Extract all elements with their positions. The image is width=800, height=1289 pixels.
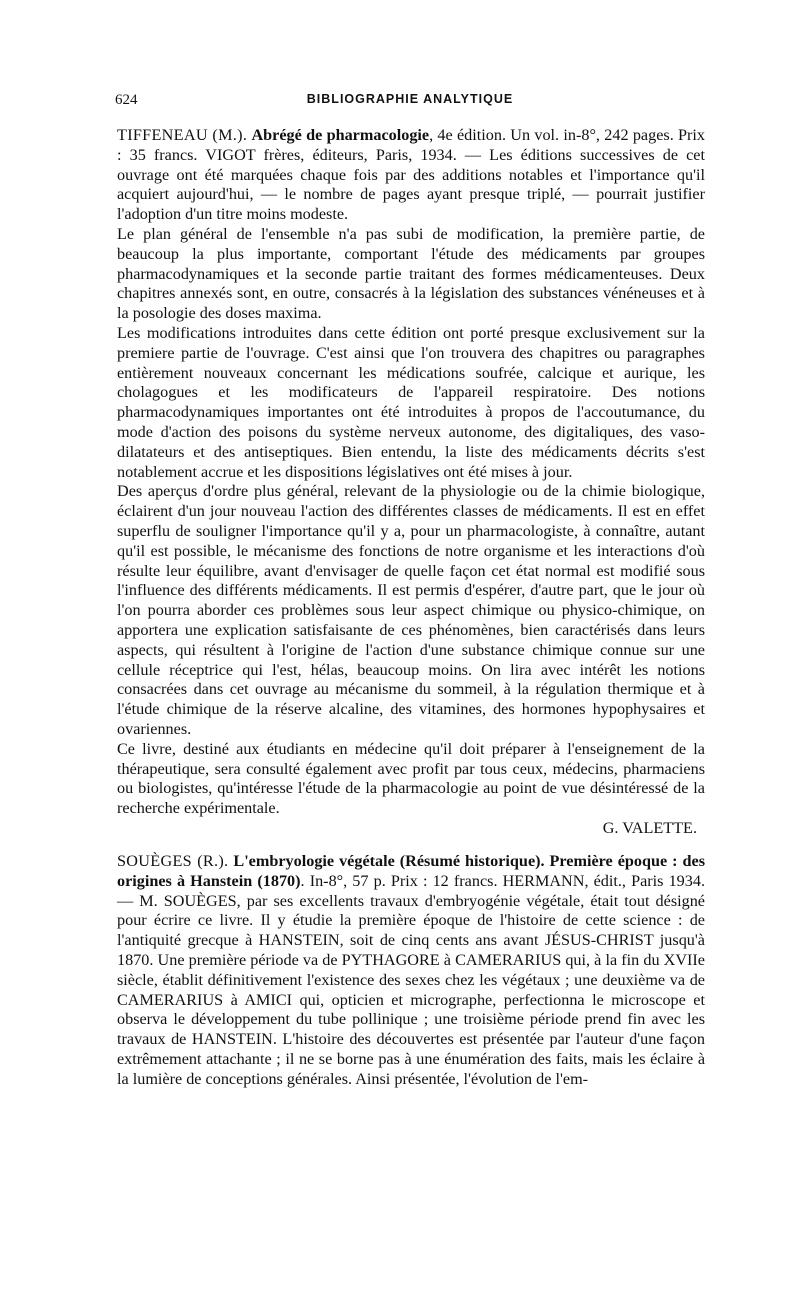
review-paragraph: Des aperçus d'ordre plus général, relevant de la physiologie ou de la chimie biologique, éclairent d'un jour nouveau l'action des différentes classes de médicaments. Il est en effet superflu de souligner l'importance qu'il y a, pour un pharmacologiste, à connaître, autant qu'il est possible, le mécanisme des fonctions de notre organisme et les interactions d'où résulte leur équilibre, avant d'envisager de quelle façon cet état normal est modifié sous l'influence des différents médicaments. Il est permis d'espérer, d'autre part, que le jour où l'on pourra aborder ces problèmes sous leur aspect chimique ou physico-chimique, on apportera une explication satisfaisante de ces phénomènes, bien caractérisés dans leurs aspects, qui résultent à l'origine de l'action d'une substance chimique connue sur une cellule réceptrice qui l'est, hélas, beaucoup moins. On lira avec intérêt les notions consacrées dans cet ouvrage au mécanisme du sommeil, à la régulation thermique et à l'étude chimique de la réserve alcaline, des vitamines, des hormones hypophysaires et ovariennes. bbox=[117, 482, 705, 738]
review-paragraph: Le plan général de l'ensemble n'a pas subi de modification, la première partie, de beaucoup la plus importante, comportant l'étude des médicaments par groupes pharmacodynamiques et la seconde partie traitant des formes médicamenteuses. Deux chapitres annexés sont, en outre, consacrés à la législation des substances vénéneuses et à la posologie des doses maxima. bbox=[117, 224, 705, 323]
review-book-title: Abrégé de pharmacologie bbox=[251, 126, 430, 144]
review-author: SOUÈGES (R.). bbox=[117, 852, 229, 870]
review-paragraph: 242 pages. Prix : 35 francs. VIGOT frères, éditeurs, Paris, 1934. — Les éditions successives de cet ouvrage ont été marquées chaque fois par des additions notables et l'importance qu'il acquiert aujourd'hui, — le nombre de pages ayant presque triplé, — pourrait justifier l'adoption d'un titre moins modeste. bbox=[117, 126, 706, 224]
review-tiffeneau bbox=[117, 126, 705, 839]
review-title-suffix: . In-8°, 57 p. bbox=[300, 871, 386, 890]
review-heading bbox=[117, 126, 705, 225]
review-paragraph: Ce livre, destiné aux étudiants en médecine qu'il doit préparer à l'enseignement de la thérapeutique, sera consulté également avec profit par tous ceux, médecins, pharmaciens ou biologistes, qu'intéresse l'étude de la pharmacologie au point de vue désintéressé de la recherche expérimentale. bbox=[117, 739, 705, 818]
review-author: TIFFENEAU (M.). bbox=[117, 126, 248, 144]
review-signature: G. VALETTE. bbox=[602, 818, 697, 837]
running-title: BIBLIOGRAPHIE ANALYTIQUE bbox=[306, 92, 514, 106]
review-book-title: L'embryologie végétale (Résumé historique). Première époque : des origines à Hanstein (1870) bbox=[117, 852, 706, 890]
review-paragraph: Les modifications introduites dans cette édition ont porté presque exclusivement sur la premiere partie de l'ouvrage. C'est ainsi que l'on trouvera des chapitres ou paragraphes entièrement nouveaux concernant les médications soufrée, calcique et aurique, les cholagogues et les modificateurs de l'appareil respiratoire. Des notions pharmacodynamiques importantes ont été introduites à propos de l'accoutumance, du mode d'action des poisons du système nerveux autonome, des digitaliques, des vaso-dilatateurs et des antiseptiques. Bien entendu, la liste des médicaments décrits s'est notablement accrue et les dispositions législatives ont été mises à jour. bbox=[117, 323, 705, 481]
page-header bbox=[115, 92, 705, 114]
review-soueges bbox=[117, 852, 705, 1090]
review-paragraph: Prix : 12 francs. HERMANN, édit., Paris 1934. — M. SOUÈGES, par ses excellents travaux d'embryogénie végétale, était tout désigné pour écrire ce livre. Il y étudie la première époque de l'histoire de cette science : de l'antiquité grecque à HANSTEIN, soit de cinq cents ans avant JÉSUS-CHRIST jusqu'à 1870. Une première période va de PYTHAGORE à CAMERARIUS qui, à la fin du XVIIe siècle, établit définitivement l'existence des sexes chez les végétaux ; une deuxième va de CAMERARIUS à AMICI qui, opticien et micrographe, perfectionna le microscope et observa le développement du tube pollinique ; une troisième période prend fin avec les travaux de HANSTEIN. L'histoire des découvertes est présentée par l'auteur d'une façon extrêmement attachante ; il ne se borne pas à une énumération des faits, mais les éclaire à la lumière de conceptions générales. Ainsi présentée, l'évolution de l'em- bbox=[117, 871, 706, 1088]
review-heading bbox=[117, 852, 705, 1090]
page-number: 624 bbox=[115, 92, 138, 108]
review-title-suffix: , 4e édition. Un vol. in-8°, bbox=[429, 126, 600, 144]
